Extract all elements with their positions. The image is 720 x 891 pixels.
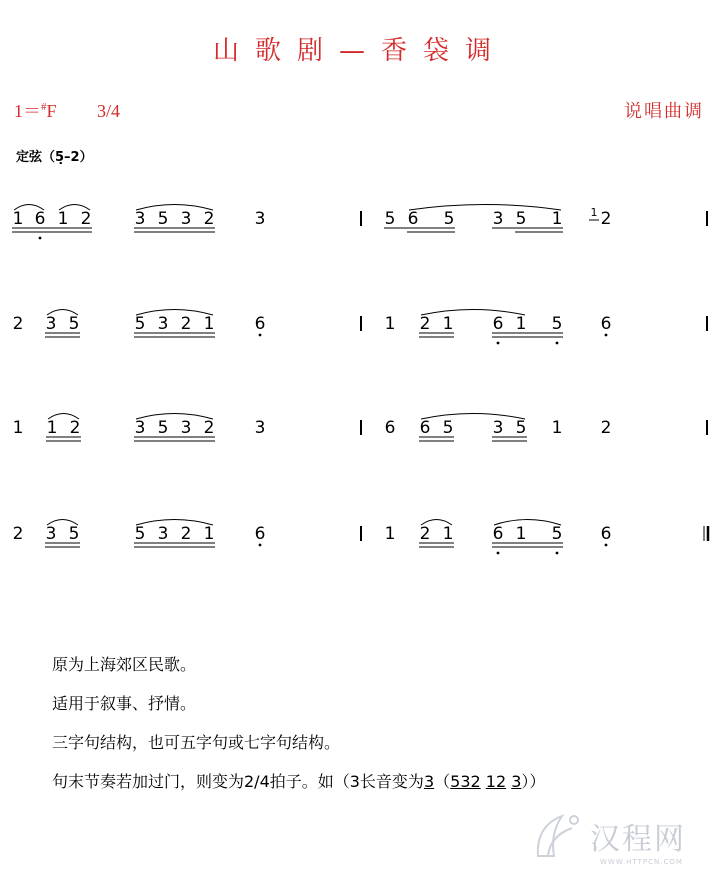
score-note: 1 <box>384 314 396 334</box>
score-note: 3 <box>45 314 57 334</box>
score-note: 1 <box>46 418 58 438</box>
score-note: 5 <box>551 314 563 334</box>
score-note: 5 <box>443 209 455 229</box>
score-note: 2 <box>203 418 215 438</box>
score-note: 6 <box>600 524 612 544</box>
score-note: 6 <box>254 524 266 544</box>
song-title: 山歌剧—香袋调 <box>212 36 507 66</box>
score-note: 1 <box>12 209 24 229</box>
dot-below <box>556 342 559 345</box>
dot-below <box>259 334 262 337</box>
score-note: 1 <box>442 524 454 544</box>
slur <box>409 205 561 211</box>
dot-below <box>605 544 608 547</box>
score-note: 3 <box>492 418 504 438</box>
score-note: 1 <box>442 314 454 334</box>
score-note: 1 <box>384 524 396 544</box>
score-note: 1 <box>12 418 24 438</box>
slur <box>136 310 213 316</box>
score-note: 3 <box>492 209 504 229</box>
score-note: 3 <box>134 209 146 229</box>
score-note: 1 <box>551 418 563 438</box>
example-note: 3 <box>511 772 522 791</box>
score-note: 3 <box>254 209 266 229</box>
example-paren: （ <box>434 772 451 791</box>
slur <box>136 520 213 526</box>
score-note: 3 <box>134 418 146 438</box>
sharp-sign: # <box>41 101 47 113</box>
score-note: 1 <box>515 314 527 334</box>
score-note: 5 <box>384 209 396 229</box>
slur <box>136 414 213 420</box>
score-note: 2 <box>600 209 612 229</box>
score-note: 2 <box>419 524 431 544</box>
score-note: 2 <box>203 209 215 229</box>
note-line: 适用于叙事、抒情。 <box>52 694 197 713</box>
note-line: 原为上海郊区民歌。 <box>52 655 197 674</box>
score-note: 5 <box>551 524 563 544</box>
score-note: 1 <box>203 524 215 544</box>
score-note: 5 <box>68 524 80 544</box>
score-note: 2 <box>419 314 431 334</box>
style-label: 说唱曲调 <box>624 101 704 122</box>
score-note: 2 <box>12 524 24 544</box>
grace-note: 1 <box>590 206 598 219</box>
score-note: 5 <box>68 314 80 334</box>
dot-below <box>497 342 500 345</box>
example-note: 3 <box>423 772 435 791</box>
score-note: 2 <box>69 418 81 438</box>
score-note: 6 <box>407 209 419 229</box>
tuning-label: 定弦（5̣–2） <box>16 150 93 165</box>
example-suffix: ）） <box>521 772 546 791</box>
score-note: 2 <box>12 314 24 334</box>
score-note: 3 <box>180 418 192 438</box>
score-note: 1 <box>57 209 69 229</box>
note-line-example <box>52 772 545 791</box>
time-signature: 3/4 <box>97 101 121 121</box>
note-example-prefix: 句末节奏若加过门，则变为2/4拍子。如（3长音变为 <box>52 772 424 791</box>
score-note: 5 <box>515 418 527 438</box>
watermark-logo-icon <box>528 806 586 870</box>
example-note: 12 <box>485 772 507 791</box>
score-note: 3 <box>157 314 169 334</box>
score-note: 3 <box>254 418 266 438</box>
score-note: 3 <box>45 524 57 544</box>
score-note: 2 <box>180 524 192 544</box>
score-note: 5 <box>157 209 169 229</box>
watermark-text: 汉程网 <box>590 822 686 857</box>
dot-below <box>259 544 262 547</box>
note-line: 三字句结构，也可五字句或七字句结构。 <box>52 733 341 752</box>
dot-below <box>605 334 608 337</box>
score-note: 2 <box>180 314 192 334</box>
score-note: 5 <box>515 209 527 229</box>
watermark-url: WWW.HTTPCN.COM <box>600 858 683 866</box>
slur <box>421 310 525 316</box>
dot-below <box>497 552 500 555</box>
score-note: 6 <box>600 314 612 334</box>
score-note: 6 <box>492 314 504 334</box>
score-note: 6 <box>254 314 266 334</box>
score-note: 5 <box>157 418 169 438</box>
score-note: 5 <box>134 524 146 544</box>
score-note: 6 <box>384 418 396 438</box>
score-note: 1 <box>515 524 527 544</box>
dot-below <box>556 552 559 555</box>
score-note: 6 <box>419 418 431 438</box>
score-note: 1 <box>203 314 215 334</box>
score-note: 1 <box>551 209 563 229</box>
score-note: 5 <box>442 418 454 438</box>
score-note: 2 <box>600 418 612 438</box>
slur <box>136 205 213 211</box>
notes-section <box>52 655 545 811</box>
score-note: 5 <box>134 314 146 334</box>
slur <box>421 414 525 420</box>
key-prefix: 1＝ <box>14 101 41 121</box>
score-note: 3 <box>157 524 169 544</box>
key-note: F <box>46 101 57 121</box>
score-note: 2 <box>80 209 92 229</box>
dot-below <box>39 237 42 240</box>
score-note: 3 <box>180 209 192 229</box>
score-note: 6 <box>34 209 46 229</box>
example-note: 532 <box>450 772 481 791</box>
score-note: 6 <box>492 524 504 544</box>
